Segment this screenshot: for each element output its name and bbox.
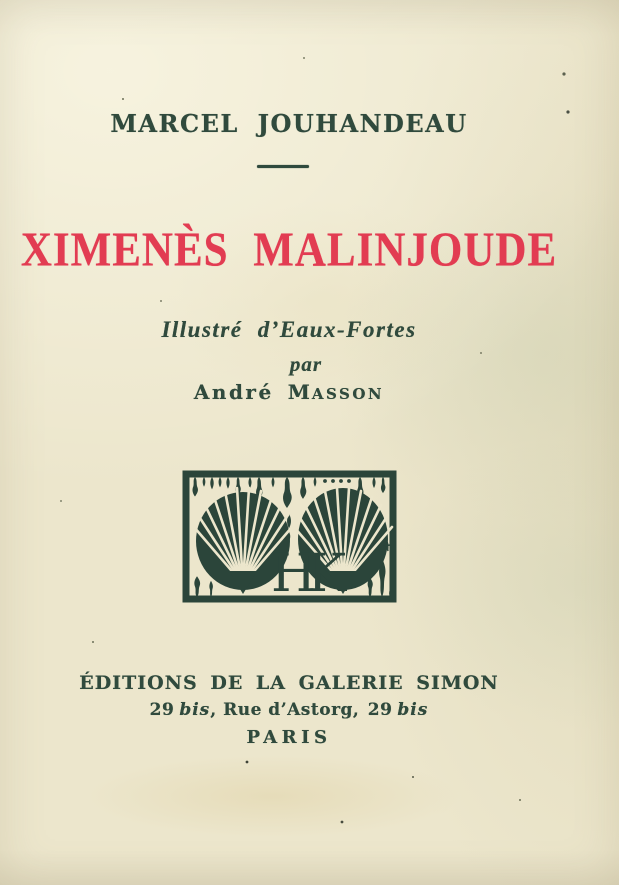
address-number: 29 [149, 700, 175, 720]
hk-monogram: HK [271, 544, 338, 603]
illustration-par: par [289, 352, 323, 376]
paper-speckles [0, 0, 2, 2]
printer-device-woodcut [182, 470, 397, 603]
address-number-repeat: 29 [367, 700, 393, 720]
artist-last-initial: M [287, 380, 312, 404]
address-bis: bis [179, 700, 211, 720]
author-name: MARCEL JOUHANDEAU [110, 109, 468, 138]
printer-device [182, 470, 397, 603]
illustration-note: Illustré d’Eaux-Fortes [161, 317, 417, 342]
publisher-name: ÉDITIONS DE LA GALERIE SIMON [79, 672, 499, 694]
artist-last-rest: ASSON [311, 385, 385, 403]
publisher-city: PARIS [246, 727, 332, 748]
artist-first-name: André [193, 380, 274, 404]
address-street: , Rue d’Astorg, [210, 700, 366, 720]
address-bis-repeat: bis [397, 700, 429, 720]
publisher-address [0, 702, 578, 719]
book-title: XIMENÈS MALINJOUDE [20, 224, 558, 277]
divider-rule [257, 165, 309, 168]
artist-name [0, 382, 578, 402]
